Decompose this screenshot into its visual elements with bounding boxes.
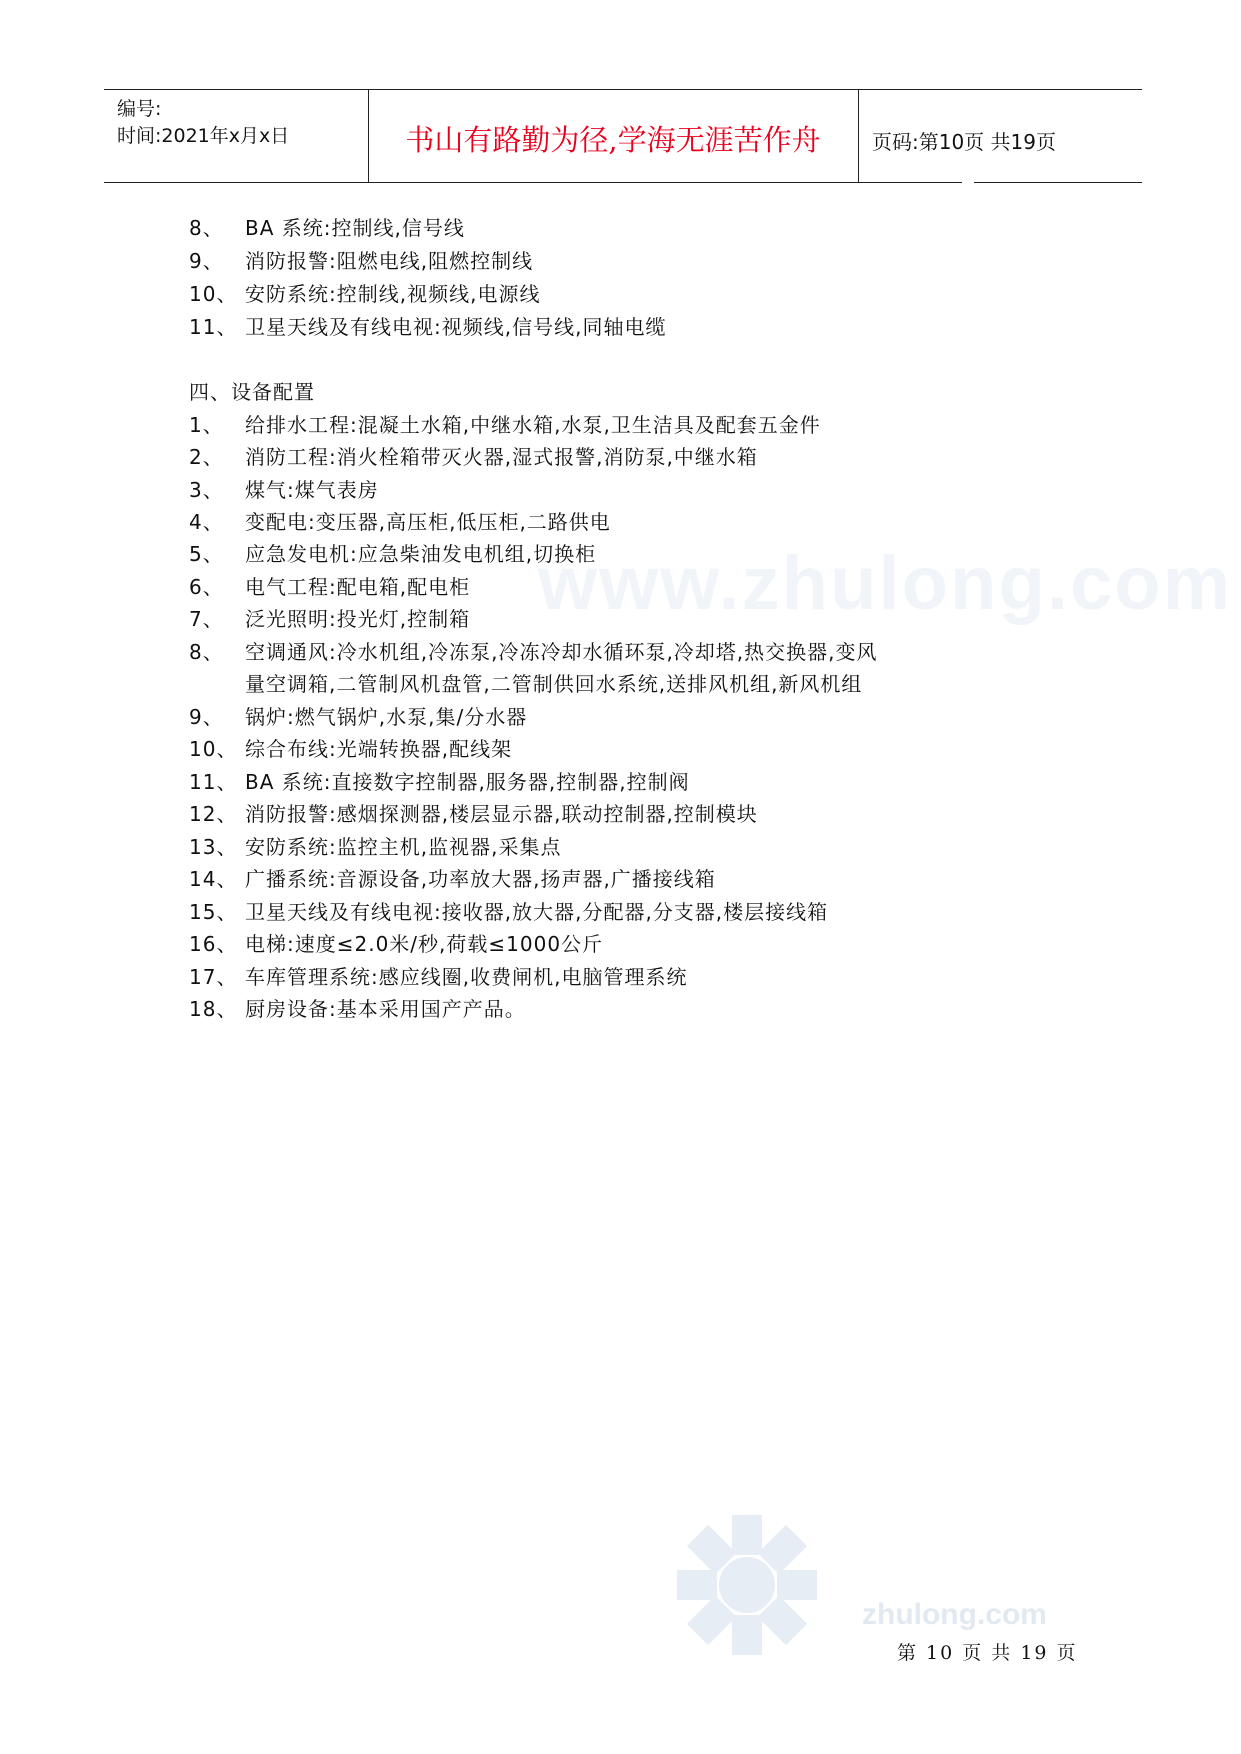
list-item: [189, 409, 821, 438]
list-item-number: 9、: [189, 249, 224, 273]
list-item-number: 10、: [189, 737, 238, 761]
list-item-number: 8、: [189, 216, 224, 240]
doc-time-label: 时间:2021年x月x日: [117, 125, 290, 147]
list-item-number: 14、: [189, 867, 238, 891]
doc-code-label: 编号:: [117, 98, 162, 120]
header-divider-right: [858, 89, 859, 182]
list-item-number: 11、: [189, 770, 238, 794]
list-item-number: 1、: [189, 413, 224, 437]
list-item-text: 消防报警:阻燃电线,阻燃控制线: [245, 249, 534, 273]
list-item: [189, 603, 470, 632]
list-item-number: 17、: [189, 965, 238, 989]
list-item-text: 应急发电机:应急柴油发电机组,切换柜: [245, 542, 597, 566]
header-bottom-rule-right: [974, 182, 1142, 183]
list-item-number: 15、: [189, 900, 238, 924]
list-item-text: BA 系统:直接数字控制器,服务器,控制器,控制阀: [245, 770, 690, 794]
list-item-text: 空调通风:冷水机组,冷冻泵,冷冻冷却水循环泵,冷却塔,热交换器,变风: [245, 640, 878, 664]
list-item-text: 锅炉:燃气锅炉,水泵,集/分水器: [245, 705, 528, 729]
list-item: [189, 798, 758, 827]
list-item: [189, 701, 527, 730]
list-item-number: 10、: [189, 282, 238, 306]
list-item-continuation: 量空调箱,二管制风机盘管,二管制供回水系统,送排风机组,新风机组: [245, 672, 863, 696]
list-item: [189, 896, 828, 925]
list-item: [189, 636, 878, 665]
zhulong-logo-icon: [672, 1510, 822, 1660]
list-item-number: 6、: [189, 575, 224, 599]
list-item: [189, 733, 512, 762]
list-item: [189, 863, 716, 892]
list-item-text: 煤气:煤气表房: [245, 478, 379, 502]
list-item: [189, 538, 596, 567]
list-item: [189, 831, 561, 860]
list-item-text: 卫星天线及有线电视:视频线,信号线,同轴电缆: [245, 315, 667, 339]
list-item-text: 厨房设备:基本采用国产产品。: [245, 997, 526, 1021]
header-motto: 书山有路勤为径,学海无涯苦作舟: [405, 123, 821, 157]
list-item: [189, 961, 687, 990]
list-item-number: 5、: [189, 542, 224, 566]
list-item: [189, 441, 758, 470]
list-item: [189, 474, 379, 503]
header-bottom-rule: [104, 182, 962, 183]
list-item: [189, 571, 470, 600]
list-item-number: 16、: [189, 932, 238, 956]
list-item-text: 泛光照明:投光灯,控制箱: [245, 607, 471, 631]
list-item-text: 安防系统:控制线,视频线,电源线: [245, 282, 541, 306]
list-item-number: 18、: [189, 997, 238, 1021]
page-footer: 第 10 页 共 19 页: [897, 1642, 1078, 1664]
list-item-text: 变配电:变压器,高压柜,低压柜,二路供电: [245, 510, 611, 534]
list-item-text: 安防系统:监控主机,监视器,采集点: [245, 835, 562, 859]
header-page-label: 页码:第10页 共19页: [872, 130, 1056, 154]
list-item-number: 13、: [189, 835, 238, 859]
list-item-number: 9、: [189, 705, 224, 729]
list-item-number: 4、: [189, 510, 224, 534]
list-item-text: BA 系统:控制线,信号线: [245, 216, 465, 240]
list-item-number: 11、: [189, 315, 238, 339]
list-item-text: 消防报警:感烟探测器,楼层显示器,联动控制器,控制模块: [245, 802, 758, 826]
list-item-text: 卫星天线及有线电视:接收器,放大器,分配器,分支器,楼层接线箱: [245, 900, 829, 924]
list-item: [189, 278, 540, 307]
list-item-number: 8、: [189, 640, 224, 664]
list-item-text: 电梯:速度≤2.0米/秒,荷载≤1000公斤: [245, 932, 604, 956]
list-item-text: 电气工程:配电箱,配电柜: [245, 575, 471, 599]
list-item-number: 12、: [189, 802, 238, 826]
list-item-text: 综合布线:光端转换器,配线架: [245, 737, 513, 761]
list-item-text: 广播系统:音源设备,功率放大器,扬声器,广播接线箱: [245, 867, 716, 891]
list-item-number: 7、: [189, 607, 224, 631]
header-top-rule: [104, 89, 1142, 90]
list-item: [189, 766, 690, 795]
list-item-number: 3、: [189, 478, 224, 502]
list-item: [189, 311, 666, 340]
logo-text: zhulong.com: [862, 1598, 1047, 1631]
list-item: [189, 993, 526, 1022]
list-item-number: 2、: [189, 445, 224, 469]
list-item-text: 给排水工程:混凝土水箱,中继水箱,水泵,卫生洁具及配套五金件: [245, 413, 821, 437]
list-item: [189, 928, 603, 957]
list-item: [189, 212, 465, 241]
section-title: 四、设备配置: [189, 380, 315, 404]
list-item: [189, 245, 533, 274]
watermark-text: www.zhulong.com: [538, 541, 1233, 626]
list-item-text: 车库管理系统:感应线圈,收费闸机,电脑管理系统: [245, 965, 688, 989]
list-item-text: 消防工程:消火栓箱带灭火器,湿式报警,消防泵,中继水箱: [245, 445, 758, 469]
list-item: [189, 506, 611, 535]
